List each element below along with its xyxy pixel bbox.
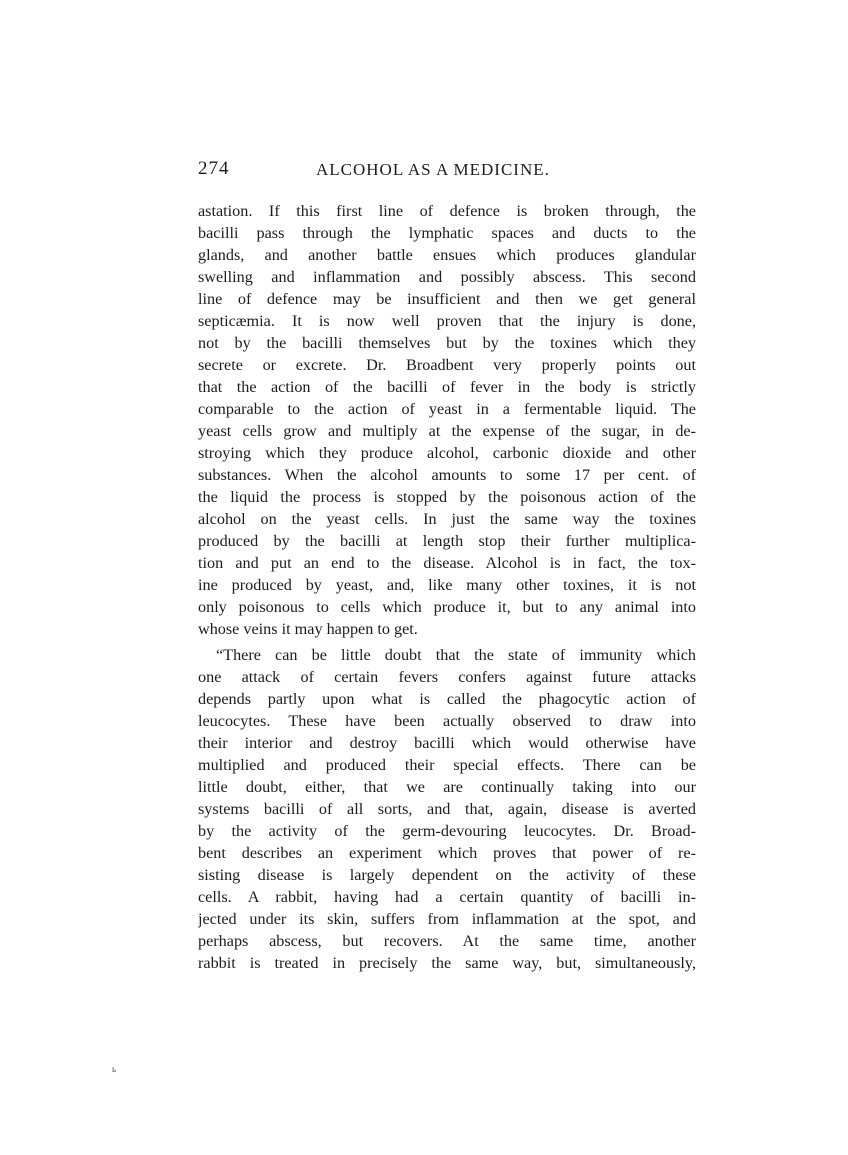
- text-line: glands, and another battle ensues which produces glandular: [198, 246, 696, 264]
- text-line: comparable to the action of yeast in a fermentable liquid. The: [198, 400, 696, 418]
- text-line: astation. If this first line of defence is broken through, the: [198, 202, 696, 220]
- text-line: stroying which they produce alcohol, carbonic dioxide and other: [198, 444, 696, 462]
- text-line: not by the bacilli themselves but by the toxines which they: [198, 334, 696, 352]
- text-line: secrete or excrete. Dr. Broadbent very properly points out: [198, 356, 696, 374]
- text-line: swelling and inflammation and possibly abscess. This second: [198, 268, 696, 286]
- text-line: systems bacilli of all sorts, and that, again, disease is averted: [198, 800, 696, 818]
- text-line: one attack of certain fevers confers against future attacks: [198, 668, 696, 686]
- text-line: substances. When the alcohol amounts to some 17 per cent. of: [198, 466, 696, 484]
- text-line: their interior and destroy bacilli which would otherwise have: [198, 734, 696, 752]
- text-line: “There can be little doubt that the state of immunity which: [216, 646, 696, 664]
- text-line: depends partly upon what is called the phagocytic action of: [198, 690, 696, 708]
- page-body: [198, 200, 696, 974]
- text-line: only poisonous to cells which produce it, but to any animal into: [198, 598, 696, 616]
- text-line: by the activity of the germ-devouring leucocytes. Dr. Broad-: [198, 822, 696, 840]
- text-line: that the action of the bacilli of fever in the body is strictly: [198, 378, 696, 396]
- page-header: [198, 158, 698, 188]
- text-line: bent describes an experiment which proves that power of re-: [198, 844, 696, 862]
- text-line: rabbit is treated in precisely the same way, but, simultaneously,: [198, 954, 696, 972]
- text-line: produced by the bacilli at length stop their further multiplica-: [198, 532, 696, 550]
- text-line: line of defence may be insufficient and then we get general: [198, 290, 696, 308]
- text-line: ine produced by yeast, and, like many other toxines, it is not: [198, 576, 696, 594]
- text-line: whose veins it may happen to get.: [198, 620, 418, 638]
- text-line: septicæmia. It is now well proven that the injury is done,: [198, 312, 696, 330]
- text-line: bacilli pass through the lymphatic spaces and ducts to the: [198, 224, 696, 242]
- text-line: sisting disease is largely dependent on the activity of these: [198, 866, 696, 884]
- page-number: 274: [198, 158, 230, 179]
- text-line: perhaps abscess, but recovers. At the same time, another: [198, 932, 696, 950]
- text-line: alcohol on the yeast cells. In just the same way the toxines: [198, 510, 696, 528]
- paragraph-1: [198, 200, 696, 640]
- text-line: yeast cells grow and multiply at the expense of the sugar, in de-: [198, 422, 696, 440]
- text-line: the liquid the process is stopped by the poisonous action of the: [198, 488, 696, 506]
- running-title: ALCOHOL AS A MEDICINE.: [316, 160, 550, 179]
- paragraph-2: [198, 644, 696, 974]
- text-line: little doubt, either, that we are continually taking into our: [198, 778, 696, 796]
- margin-mark: ь: [112, 1064, 117, 1074]
- text-line: multiplied and produced their special effects. There can be: [198, 756, 696, 774]
- text-line: leucocytes. These have been actually observed to draw into: [198, 712, 696, 730]
- text-line: tion and put an end to the disease. Alcohol is in fact, the tox-: [198, 554, 696, 572]
- text-line: jected under its skin, suffers from inflammation at the spot, and: [198, 910, 696, 928]
- text-line: cells. A rabbit, having had a certain quantity of bacilli in-: [198, 888, 696, 906]
